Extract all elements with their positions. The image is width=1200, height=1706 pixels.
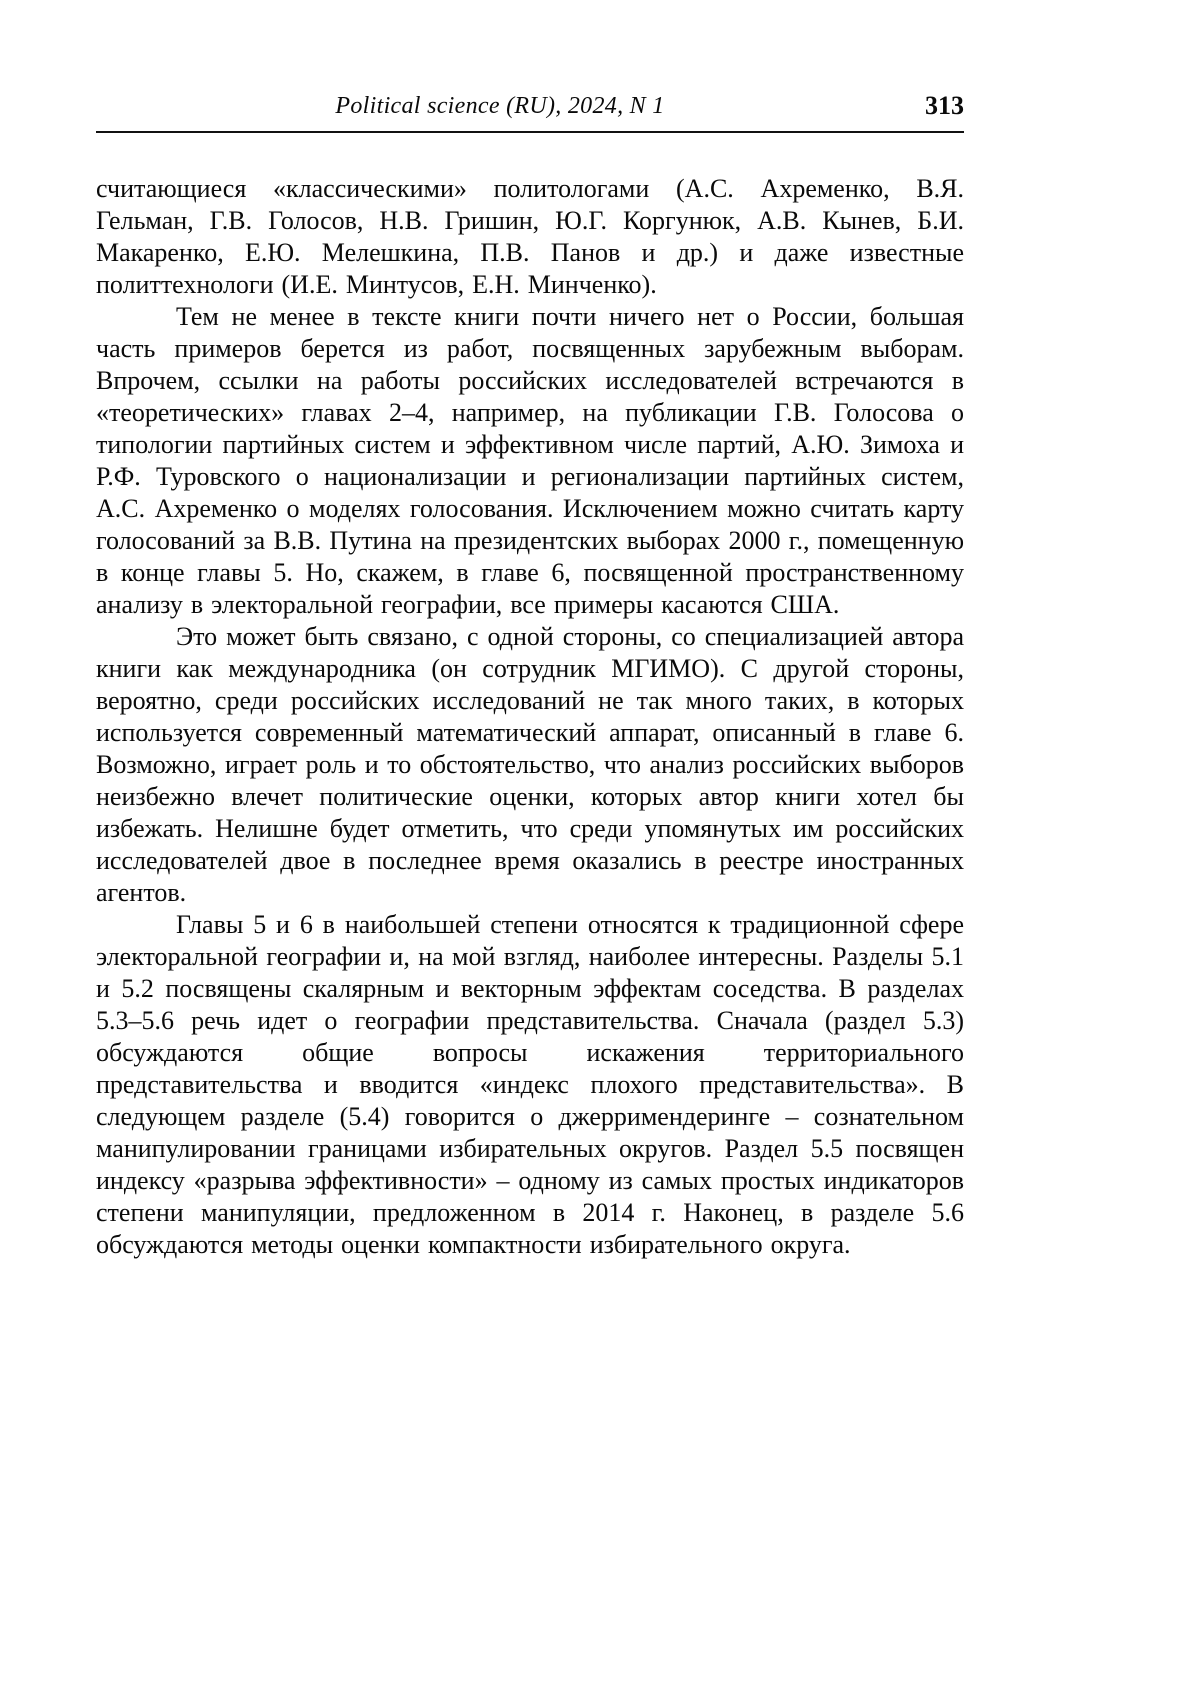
running-header [96,90,964,133]
paragraph: Тем не менее в тексте книги почти ничего нет о России, большая часть примеров берется из работ, посвященных зарубежным выборам. Впрочем, ссылки на работы российских исследователей встречаются в «теоретических» главах 2–4, например, на публикации Г.В. Голосова о типологии партийных систем и эффективном числе партий, А.Ю. Зимоха и Р.Ф. Туровского о национализации и регионализации партийных систем, А.С. Ахременко о моделях голосования. Исключением можно считать карту голосований за В.В. Путина на президентских выборах 2000 г., помещенную в конце главы 5. Но, скажем, в главе 6, посвященной пространственному анализу в электоральной географии, все примеры касаются США. [96,302,964,619]
text-column [96,90,964,1261]
paragraph: Главы 5 и 6 в наибольшей степени относятся к традиционной сфере электоральной географии и, на мой взгляд, наиболее интересны. Разделы 5.1 и 5.2 посвящены скалярным и векторным эффектам соседства. В разделах 5.3–5.6 речь идет о географии представительства. Сначала (раздел 5.3) обсуждаются общие вопросы искажения территориального представительства и вводится «индекс плохого представительства». В следующем разделе (5.4) говорится о джерримендеринге – сознательном манипулировании границами избирательных округов. Раздел 5.5 посвящен индексу «разрыва эффективности» – одному из самых простых индикаторов степени манипуляции, предложенном в 2014 г. Наконец, в разделе 5.6 обсуждаются методы оценки компактности избирательного округа. [96,910,964,1259]
article-body [96,173,964,1261]
journal-title: Political science (RU), 2024, N 1 [335,93,665,119]
running-header-row [96,90,964,122]
paragraph: Это может быть связано, с одной стороны, со специализацией автора книги как международника (он сотрудник МГИМО). С другой стороны, вероятно, среди российских исследований не так много таких, в которых используется современный математический аппарат, описанный в главе 6. Возможно, играет роль и то обстоятельство, что анализ российских выборов неизбежно влечет политические оценки, которых автор книги хотел бы избежать. Нелишне будет отметить, что среди упомянутых им российских исследователей двое в последнее время оказались в реестре иностранных агентов. [96,622,964,907]
header-rule [96,131,964,133]
page-number: 313 [925,91,964,120]
paragraph: считающиеся «классическими» политологами (А.С. Ахременко, В.Я. Гельман, Г.В. Голосов, Н.В. Гришин, Ю.Г. Коргунюк, А.В. Кынев, Б.И. Макаренко, Е.Ю. Мелешкина, П.В. Панов и др.) и даже известные политтехнологи (И.Е. Минтусов, Е.Н. Минченко). [96,174,964,299]
